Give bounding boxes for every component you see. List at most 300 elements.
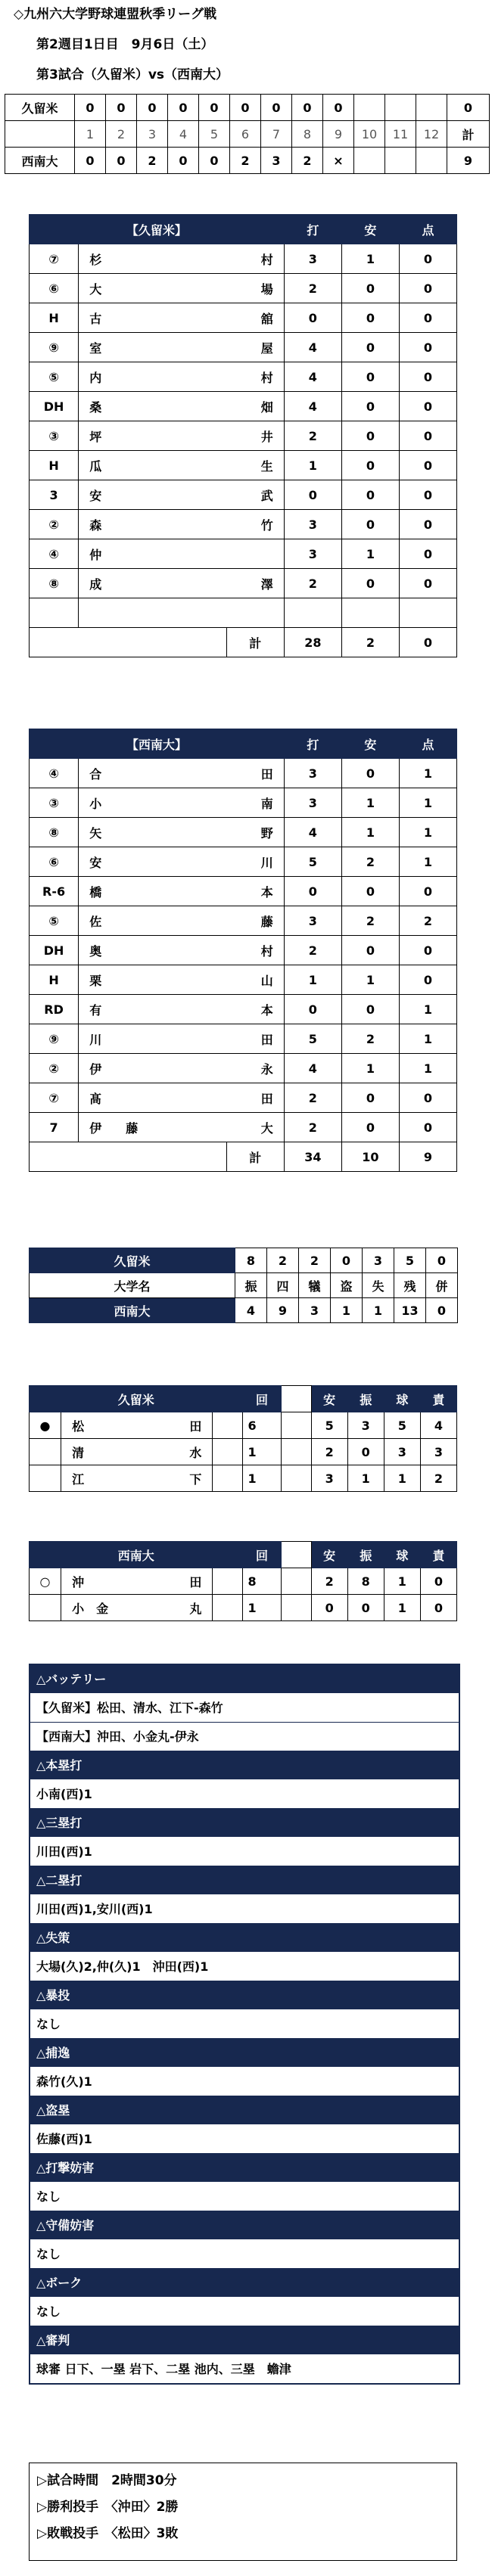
player-name-last: 場 bbox=[260, 281, 273, 297]
total-hits: 2 bbox=[341, 628, 399, 657]
player-name-last: 屋 bbox=[260, 340, 273, 356]
inning-number: 8 bbox=[292, 121, 323, 148]
player-name-first: 成 bbox=[89, 576, 102, 592]
at-bats: 3 bbox=[284, 539, 341, 569]
hits: 1 bbox=[341, 244, 399, 274]
innings-pitched: 1 bbox=[243, 1465, 281, 1492]
table-row bbox=[30, 244, 457, 274]
game-notes bbox=[29, 1664, 460, 2385]
umpire-label: △審判 bbox=[30, 2326, 459, 2355]
inning-number: 12 bbox=[416, 121, 447, 148]
at-bats: 2 bbox=[284, 1113, 341, 1142]
hits-allowed: 3 bbox=[311, 1465, 347, 1492]
kurume-pitching-table bbox=[29, 1385, 457, 1492]
blank bbox=[79, 628, 227, 657]
position: ⑦ bbox=[30, 244, 79, 274]
position: ④ bbox=[30, 539, 79, 569]
player-name bbox=[61, 1412, 213, 1439]
rbi: 0 bbox=[399, 1113, 456, 1142]
position: ⑤ bbox=[30, 362, 79, 392]
inning-score bbox=[416, 95, 447, 121]
at-bats: 0 bbox=[284, 995, 341, 1024]
position: ⑥ bbox=[30, 274, 79, 303]
rbi: 0 bbox=[399, 274, 456, 303]
at-bats: 3 bbox=[284, 244, 341, 274]
at-bats: 2 bbox=[284, 274, 341, 303]
player-name bbox=[61, 1465, 213, 1492]
position: DH bbox=[30, 936, 79, 965]
player-name-first: 川 bbox=[89, 1032, 102, 1047]
hits: 0 bbox=[341, 759, 399, 788]
player-name bbox=[79, 818, 285, 847]
balk-label: △ボーク bbox=[30, 2269, 459, 2298]
player-name bbox=[79, 274, 285, 303]
player-name bbox=[79, 877, 285, 906]
inning-score: 0 bbox=[230, 95, 261, 121]
seinan-batting-table bbox=[29, 729, 457, 1172]
earned-runs: 2 bbox=[420, 1465, 456, 1492]
page-title: ◇九州六大学野球連盟秋季リーグ戦 bbox=[14, 7, 217, 22]
player-name bbox=[79, 906, 285, 936]
earned-runs: 0 bbox=[420, 1568, 456, 1595]
player-name-first: 大 bbox=[89, 281, 102, 297]
at-bats: 4 bbox=[284, 392, 341, 421]
position: ⑨ bbox=[30, 333, 79, 362]
at-bats: 0 bbox=[284, 877, 341, 906]
battery-kurume: 【久留米】松田、清水、江下-森竹 bbox=[30, 1694, 459, 1723]
player-name bbox=[79, 1083, 285, 1113]
player-name-last: 大 bbox=[260, 1120, 273, 1136]
position: ⑤ bbox=[30, 906, 79, 936]
position: ③ bbox=[30, 788, 79, 818]
hits: 0 bbox=[341, 274, 399, 303]
col-header: 責 bbox=[420, 1542, 456, 1568]
table-row bbox=[30, 1439, 457, 1465]
table-row bbox=[30, 847, 457, 877]
inning-number: 3 bbox=[137, 121, 168, 148]
game-time: ▷試合時間 2時間30分 bbox=[37, 2473, 177, 2488]
player-name-first: 安 bbox=[89, 855, 102, 870]
col-header: 安 bbox=[341, 215, 399, 244]
player-name-last: 山 bbox=[260, 973, 273, 988]
stat-col: 盗 bbox=[331, 1273, 363, 1298]
triple-value: 川田(西)1 bbox=[30, 1838, 459, 1866]
rbi: 1 bbox=[399, 1024, 456, 1054]
scoreboard-innings-row bbox=[5, 121, 490, 148]
player-name-last: 竹 bbox=[260, 517, 273, 533]
table-row bbox=[30, 421, 457, 451]
position: H bbox=[30, 451, 79, 480]
stat-label: 大学名 bbox=[30, 1273, 235, 1298]
total-hits: 10 bbox=[341, 1142, 399, 1172]
rbi: 0 bbox=[399, 392, 456, 421]
blank bbox=[281, 1465, 311, 1492]
at-bats: 2 bbox=[284, 1083, 341, 1113]
hits-allowed: 2 bbox=[311, 1568, 347, 1595]
rbi: 0 bbox=[399, 965, 456, 995]
innings-pitched: 1 bbox=[243, 1439, 281, 1465]
inning-score: 0 bbox=[75, 148, 106, 174]
player-name bbox=[79, 598, 285, 628]
player-name bbox=[79, 510, 285, 539]
homerun-value: 小南(西)1 bbox=[30, 1780, 459, 1809]
strikeouts: 8 bbox=[347, 1568, 384, 1595]
player-name bbox=[79, 244, 285, 274]
player-name-last: 村 bbox=[260, 943, 273, 959]
player-name bbox=[79, 451, 285, 480]
player-name bbox=[79, 421, 285, 451]
position: ⑦ bbox=[30, 1083, 79, 1113]
totals-row bbox=[30, 1142, 457, 1172]
stat-col: 併 bbox=[426, 1273, 458, 1298]
scoreboard-bottom-row bbox=[5, 148, 490, 174]
rbi: 1 bbox=[399, 1054, 456, 1083]
stat-value: 0 bbox=[426, 1298, 458, 1323]
battery-seinan: 【西南大】沖田、小金丸-伊永 bbox=[30, 1723, 459, 1751]
player-name-first: 室 bbox=[89, 340, 102, 356]
player-name-first: 橋 bbox=[89, 884, 102, 900]
hits: 0 bbox=[341, 510, 399, 539]
defensive-interference-value: なし bbox=[30, 2240, 459, 2269]
table-row bbox=[30, 362, 457, 392]
stat-col: 四 bbox=[267, 1273, 299, 1298]
player-name-first: 清 bbox=[72, 1445, 85, 1460]
table-row bbox=[30, 1465, 457, 1492]
double-value: 川田(西)1,安川(西)1 bbox=[30, 1895, 459, 1924]
rbi: 0 bbox=[399, 510, 456, 539]
player-name bbox=[79, 995, 285, 1024]
inning-score: 3 bbox=[261, 148, 292, 174]
inning-score: 0 bbox=[199, 148, 230, 174]
inning-score: 0 bbox=[75, 95, 106, 121]
umpire-value: 球審 日下、一塁 岩下、二塁 池内、三塁 蟾津 bbox=[36, 2362, 291, 2376]
player-name bbox=[79, 936, 285, 965]
table-row bbox=[30, 451, 457, 480]
player-name-last: 畑 bbox=[260, 399, 273, 415]
position: H bbox=[30, 303, 79, 333]
at-bats: 5 bbox=[284, 847, 341, 877]
stat-col: 振 bbox=[235, 1273, 267, 1298]
at-bats: 0 bbox=[284, 480, 341, 510]
player-name-first: 佐 bbox=[89, 914, 102, 929]
wild-pitch-label: △暴投 bbox=[30, 1981, 459, 2010]
rbi: 0 bbox=[399, 362, 456, 392]
team-header: 【西南大】 bbox=[30, 729, 285, 759]
totals-row bbox=[30, 628, 457, 657]
player-name-last: 田 bbox=[260, 766, 273, 782]
player-name-last: 本 bbox=[260, 884, 273, 900]
losing-pitcher: ▷敗戦投手 〈松田〉3敗 bbox=[37, 2526, 179, 2541]
hits: 0 bbox=[341, 995, 399, 1024]
table-header bbox=[30, 1386, 457, 1412]
player-name-last: 永 bbox=[260, 1061, 273, 1077]
battery-label: △バッテリー bbox=[30, 1665, 459, 1694]
table-row bbox=[30, 333, 457, 362]
col-header: 球 bbox=[384, 1386, 420, 1412]
rbi: 0 bbox=[399, 877, 456, 906]
blank bbox=[281, 1412, 311, 1439]
strikeouts: 0 bbox=[347, 1595, 384, 1621]
walks: 1 bbox=[384, 1568, 420, 1595]
stat-value: 3 bbox=[363, 1248, 394, 1273]
passed-ball-value: 森竹(久)1 bbox=[30, 2068, 459, 2096]
player-name-first: 安 bbox=[89, 488, 102, 503]
player-name-last: 野 bbox=[260, 825, 273, 841]
team-header: 久留米 bbox=[30, 1386, 243, 1412]
player-name-last: 川 bbox=[260, 855, 273, 870]
blank bbox=[213, 1568, 243, 1595]
stat-col: 犠 bbox=[299, 1273, 331, 1298]
inning-score: 0 bbox=[106, 95, 137, 121]
hits: 2 bbox=[341, 906, 399, 936]
rbi: 0 bbox=[399, 451, 456, 480]
at-bats: 3 bbox=[284, 788, 341, 818]
at-bats: 5 bbox=[284, 1024, 341, 1054]
winning-pitcher: ▷勝利投手 〈沖田〉2勝 bbox=[37, 2500, 179, 2515]
hits-allowed: 5 bbox=[311, 1412, 347, 1439]
player-name-first: 有 bbox=[89, 1002, 102, 1018]
table-row bbox=[30, 818, 457, 847]
strikeouts: 3 bbox=[347, 1412, 384, 1439]
rbi: 0 bbox=[399, 480, 456, 510]
stat-value: 8 bbox=[235, 1248, 267, 1273]
hits: 1 bbox=[341, 788, 399, 818]
rbi: 1 bbox=[399, 995, 456, 1024]
player-name bbox=[79, 965, 285, 995]
player-name-first: 江 bbox=[72, 1471, 85, 1487]
player-name-last: 水 bbox=[189, 1445, 202, 1460]
hits: 2 bbox=[341, 847, 399, 877]
col-header: 点 bbox=[399, 215, 456, 244]
table-row bbox=[30, 1083, 457, 1113]
hits-allowed: 2 bbox=[311, 1439, 347, 1465]
table-header bbox=[30, 1542, 457, 1568]
table-row bbox=[30, 1595, 457, 1621]
defensive-interference-label: △守備妨害 bbox=[30, 2211, 459, 2240]
player-name-first: 伊 bbox=[89, 1061, 102, 1077]
total-label: 計 bbox=[226, 1142, 284, 1172]
blank bbox=[30, 1142, 79, 1172]
player-name-last: 藤 bbox=[260, 914, 273, 929]
inning-number: 9 bbox=[323, 121, 354, 148]
player-name-last: 澤 bbox=[260, 576, 273, 592]
player-name-first: 古 bbox=[89, 311, 102, 326]
player-name bbox=[79, 788, 285, 818]
stat-value: 1 bbox=[363, 1298, 394, 1323]
col-header: 安 bbox=[311, 1542, 347, 1568]
rbi: 1 bbox=[399, 818, 456, 847]
position: ⑨ bbox=[30, 1024, 79, 1054]
inning-number: 1 bbox=[75, 121, 106, 148]
at-bats: 4 bbox=[284, 333, 341, 362]
at-bats: 1 bbox=[284, 965, 341, 995]
player-name-first: 沖 bbox=[72, 1574, 85, 1589]
hits: 0 bbox=[341, 333, 399, 362]
hits: 0 bbox=[341, 877, 399, 906]
position: ⑧ bbox=[30, 818, 79, 847]
game-matchup: 第3試合（久留米）vs（西南大） bbox=[36, 67, 229, 82]
at-bats: 2 bbox=[284, 569, 341, 598]
blank bbox=[281, 1595, 311, 1621]
col-header: 回 bbox=[243, 1542, 281, 1568]
table-header bbox=[30, 729, 457, 759]
team-stats-labels bbox=[30, 1273, 458, 1298]
position: ⑥ bbox=[30, 847, 79, 877]
table-row bbox=[30, 936, 457, 965]
player-name-first: 瓜 bbox=[89, 458, 102, 474]
player-name-first: 杉 bbox=[89, 252, 102, 267]
table-row bbox=[30, 759, 457, 788]
at-bats: 3 bbox=[284, 510, 341, 539]
hits: 0 bbox=[341, 480, 399, 510]
col-header: 安 bbox=[341, 729, 399, 759]
player-name bbox=[79, 303, 285, 333]
total-at-bats: 34 bbox=[284, 1142, 341, 1172]
total-rbi: 0 bbox=[399, 628, 456, 657]
innings-pitched: 6 bbox=[243, 1412, 281, 1439]
total-label: 計 bbox=[226, 628, 284, 657]
rbi: 0 bbox=[399, 421, 456, 451]
blank bbox=[281, 1439, 311, 1465]
inning-score bbox=[385, 95, 416, 121]
blank bbox=[281, 1568, 311, 1595]
player-name bbox=[79, 392, 285, 421]
player-name-last: 田 bbox=[260, 1091, 273, 1106]
inning-number: 2 bbox=[106, 121, 137, 148]
team-name: 久留米 bbox=[5, 95, 75, 121]
at-bats: 2 bbox=[284, 421, 341, 451]
inning-score: 0 bbox=[292, 95, 323, 121]
at-bats: 3 bbox=[284, 906, 341, 936]
player-name bbox=[79, 362, 285, 392]
inning-score bbox=[354, 148, 385, 174]
player-name-first: 小 金 bbox=[72, 1601, 109, 1616]
blank bbox=[30, 628, 79, 657]
stolen-base-label: △盗塁 bbox=[30, 2096, 459, 2125]
player-name-last: 丸 bbox=[189, 1601, 202, 1616]
scoreboard bbox=[5, 94, 490, 174]
player-name-first: 髙 bbox=[89, 1091, 102, 1106]
col-header: 回 bbox=[243, 1386, 281, 1412]
hits: 0 bbox=[341, 303, 399, 333]
hits: 1 bbox=[341, 539, 399, 569]
rbi: 2 bbox=[399, 906, 456, 936]
innings-pitched: 8 bbox=[243, 1568, 281, 1595]
table-row bbox=[30, 274, 457, 303]
inning-score: 0 bbox=[168, 95, 199, 121]
total-score: 0 bbox=[447, 95, 490, 121]
inning-number: 5 bbox=[199, 121, 230, 148]
stat-col: 失 bbox=[363, 1273, 394, 1298]
inning-score: 2 bbox=[230, 148, 261, 174]
table-row bbox=[30, 392, 457, 421]
hits: 0 bbox=[341, 569, 399, 598]
position: 3 bbox=[30, 480, 79, 510]
player-name-first: 桑 bbox=[89, 399, 102, 415]
position: ⑧ bbox=[30, 569, 79, 598]
at-bats: 4 bbox=[284, 818, 341, 847]
player-name bbox=[79, 333, 285, 362]
player-name-last: 武 bbox=[260, 488, 273, 503]
player-name-last: 舘 bbox=[260, 311, 273, 326]
earned-runs: 3 bbox=[420, 1439, 456, 1465]
seinan-pitching-table bbox=[29, 1541, 457, 1621]
strikeouts: 1 bbox=[347, 1465, 384, 1492]
at-bats bbox=[284, 598, 341, 628]
blank bbox=[79, 1142, 227, 1172]
blank bbox=[213, 1439, 243, 1465]
position: ④ bbox=[30, 759, 79, 788]
position: ③ bbox=[30, 421, 79, 451]
rbi: 1 bbox=[399, 788, 456, 818]
balk-value: なし bbox=[30, 2298, 459, 2326]
rbi: 0 bbox=[399, 333, 456, 362]
strikeouts: 0 bbox=[347, 1439, 384, 1465]
player-name bbox=[79, 847, 285, 877]
player-name-last: 南 bbox=[260, 796, 273, 811]
col-header: 打 bbox=[284, 729, 341, 759]
col-header: 安 bbox=[311, 1386, 347, 1412]
inning-score: 0 bbox=[199, 95, 230, 121]
player-name-first: 坪 bbox=[89, 429, 102, 444]
inning-number: 6 bbox=[230, 121, 261, 148]
blank bbox=[213, 1595, 243, 1621]
position: DH bbox=[30, 392, 79, 421]
at-bats: 3 bbox=[284, 759, 341, 788]
player-name bbox=[61, 1439, 213, 1465]
player-name-first: 矢 bbox=[89, 825, 102, 841]
player-name-last: 田 bbox=[260, 1032, 273, 1047]
team-stats-bottom bbox=[30, 1298, 458, 1323]
table-row bbox=[30, 877, 457, 906]
rbi: 0 bbox=[399, 539, 456, 569]
batting-interference-label: △打撃妨害 bbox=[30, 2154, 459, 2183]
result-mark: ● bbox=[30, 1412, 61, 1439]
position: ② bbox=[30, 1054, 79, 1083]
stat-value: 4 bbox=[235, 1298, 267, 1323]
player-name-first: 栗 bbox=[89, 973, 102, 988]
rbi: 0 bbox=[399, 936, 456, 965]
stat-value: 5 bbox=[394, 1248, 426, 1273]
col-header: 責 bbox=[420, 1386, 456, 1412]
kurume-batting-table bbox=[29, 214, 457, 657]
error-label: △失策 bbox=[30, 1924, 459, 1953]
player-name-last: 田 bbox=[189, 1574, 202, 1589]
table-row bbox=[30, 1113, 457, 1142]
player-name-first: 森 bbox=[89, 517, 102, 533]
player-name-first: 仲 bbox=[89, 547, 102, 562]
inning-score: 0 bbox=[106, 148, 137, 174]
stat-value: 0 bbox=[426, 1248, 458, 1273]
total-label: 計 bbox=[447, 121, 490, 148]
at-bats: 4 bbox=[284, 362, 341, 392]
team-name: 西南大 bbox=[30, 1298, 235, 1323]
stat-value: 2 bbox=[299, 1248, 331, 1273]
walks: 1 bbox=[384, 1465, 420, 1492]
inning-number: 11 bbox=[385, 121, 416, 148]
position: RD bbox=[30, 995, 79, 1024]
table-row bbox=[30, 1412, 457, 1439]
inning-number: 10 bbox=[354, 121, 385, 148]
rbi: 1 bbox=[399, 847, 456, 877]
col-header: 点 bbox=[399, 729, 456, 759]
table-row bbox=[30, 569, 457, 598]
player-name-first: 松 bbox=[72, 1419, 85, 1434]
hits: 1 bbox=[341, 1054, 399, 1083]
innings-pitched: 1 bbox=[243, 1595, 281, 1621]
player-name-first: 伊 藤 bbox=[89, 1120, 139, 1136]
stat-col: 残 bbox=[394, 1273, 426, 1298]
